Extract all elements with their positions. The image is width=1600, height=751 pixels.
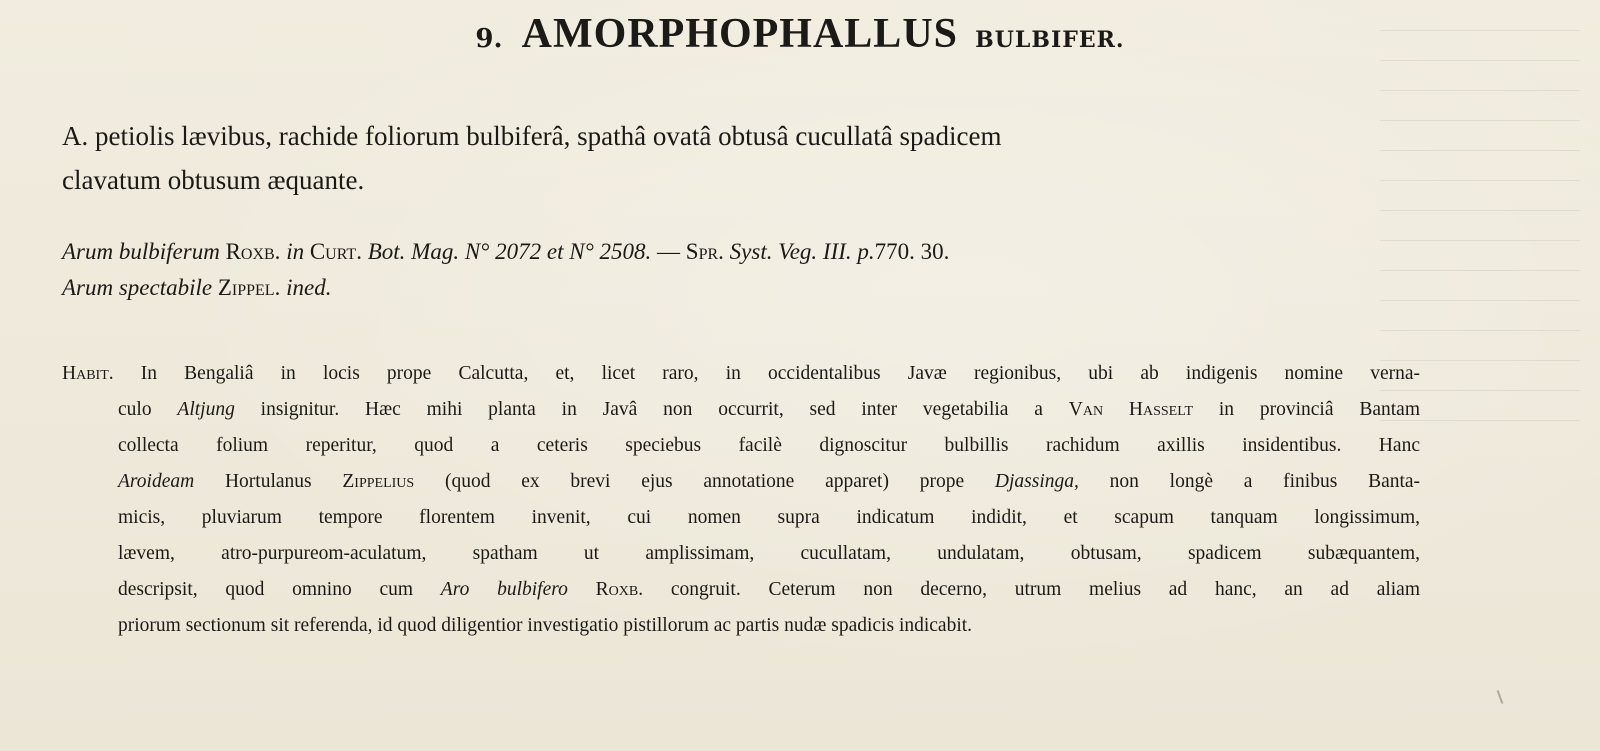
habitat-line: priorum sectionum sit referenda, id quod diligentior investigatio pistillorum ac partis nudæ spadicis indicabit.	[118, 615, 973, 636]
habitat-line	[62, 392, 1420, 428]
habitat-text: congruit. Ceterum non decerno, utrum melius ad hanc, an ad aliam	[670, 579, 1421, 600]
reference-dash: —	[657, 239, 681, 264]
page-title	[0, 10, 1600, 58]
synonymy-block	[62, 234, 1422, 306]
reference-page: 770. 30.	[874, 239, 950, 264]
habitat-text: in provinciâ Bantam	[1218, 399, 1420, 420]
diagnosis-line: A. petiolis lævibus, rachide foliorum bulbiferâ, spathâ ovatâ obtusâ cucullatâ spadicem	[62, 121, 1002, 151]
synonym-line	[62, 270, 1422, 306]
reference-number-2: N° 2508.	[569, 239, 652, 264]
habitat-line	[62, 464, 1420, 500]
person-name: Roxb.	[595, 579, 644, 600]
habitat-line: collecta folium reperitur, quod a ceteris speciebus facilè dignoscitur bulbillis rachidum axillis insidentibus. Hanc	[118, 435, 1420, 456]
title-species: BULBIFER.	[975, 27, 1125, 53]
title-number: 9.	[475, 24, 503, 54]
synonym-name: Arum spectabile	[62, 275, 213, 300]
vernacular-name: Altjung	[177, 399, 235, 420]
place-name: Djassinga,	[994, 471, 1079, 492]
habitat-paragraph	[62, 356, 1420, 644]
title-genus: AMORPHOPHALLUS	[521, 11, 959, 57]
habitat-line: lævem, atro-purpureom-aculatum, spatham ut amplissimam, cucullatam, undulatam, obtusam, spadicem subæquantem,	[118, 543, 1420, 564]
habitat-text: descripsit, quod omnino cum	[118, 579, 414, 600]
reference-number-1: N° 2072	[464, 239, 542, 264]
habitat-text: In Bengaliâ in locis prope Calcutta, et, licet raro, in occidentalibus Javæ regionibus, ubi ab indigenis nomine verna-	[140, 363, 1420, 384]
habitat-text: non longè a finibus Banta-	[1109, 471, 1421, 492]
reference-syst-veg: Syst. Veg. III. p.	[729, 239, 875, 264]
diagnosis-paragraph	[62, 114, 1422, 202]
reference-spr: Spr.	[685, 239, 724, 264]
taxon-name: Aroideam	[118, 471, 195, 492]
synonym-in: in	[286, 239, 305, 264]
synonym-author: Zippel.	[217, 275, 281, 300]
reference-bot-mag: Bot. Mag.	[367, 239, 460, 264]
person-name: Van Hasselt	[1068, 399, 1194, 420]
person-name: Zippelius	[342, 471, 415, 492]
page-mark	[1497, 690, 1504, 704]
taxon-name: Aro bulbifero	[440, 579, 568, 600]
habitat-line: micis, pluviarum tempore florentem invenit, cui nomen supra indicatum indidit, et scapum tanquam longissimum,	[118, 507, 1420, 528]
synonym-author: Roxb.	[225, 239, 281, 264]
synonym-ined: ined.	[286, 275, 332, 300]
habitat-text: culo	[118, 399, 152, 420]
habitat-label: Habit.	[62, 363, 114, 384]
habitat-text: (quod ex brevi ejus annotatione apparet) prope	[444, 471, 965, 492]
habitat-line	[62, 356, 1420, 392]
reference-et: et	[546, 239, 564, 264]
habitat-text: Hortulanus	[224, 471, 312, 492]
synonym-line	[62, 234, 1422, 270]
habitat-line	[62, 572, 1420, 608]
synonym-name: Arum bulbiferum	[62, 239, 220, 264]
habitat-text: insignitur. Hæc mihi planta in Javâ non occurrit, sed inter vegetabilia a	[260, 399, 1043, 420]
diagnosis-line: clavatum obtusum æquante.	[62, 165, 365, 195]
reference-curt: Curt.	[309, 239, 362, 264]
